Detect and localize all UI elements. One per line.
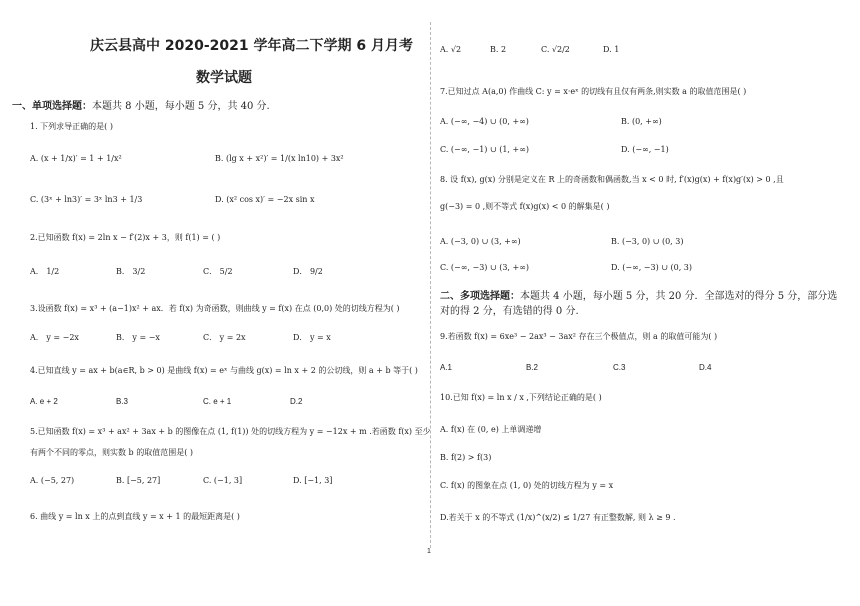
- q1-option-a: A. (x + 1/x)′ = 1 + 1/x²: [30, 154, 122, 163]
- q5-stem-line1: 5.已知函数 f(x) = x³ + ax² + 3ax + b 的图像在点 (1, f(1)) 处的切线方程为 y = −12x + m .若函数 f(x) 至少: [30, 427, 431, 436]
- section2-heading: 二、多项选择题：: [440, 291, 520, 302]
- q5-option-c: C. (−1, 3]: [203, 476, 243, 485]
- section1-heading: 一、单项选择题：: [12, 101, 92, 112]
- q10-stem: 10.已知 f(x) = ln x / x ,下列结论正确的是( ): [440, 393, 602, 402]
- q1-option-c: C. (3ˣ + ln3)′ = 3ˣ ln3 + 1/3: [30, 195, 143, 204]
- q7-stem: 7.已知过点 A(a,0) 作曲线 C: y = x·eˣ 的切线有且仅有两条,则实数 a 的取值范围是( ): [440, 87, 747, 96]
- q6-option-c: C. √2/2: [541, 45, 570, 54]
- q1-option-b: B. (lg x + x²)′ = 1/(x ln10) + 3x²: [215, 154, 344, 163]
- q3-stem: 3.设函数 f(x) = x³ + (a−1)x² + ax．若 f(x) 为奇函数，则曲线 y = f(x) 在点 (0,0) 处的切线方程为( ): [30, 304, 400, 313]
- q9-option-b: B.2: [526, 363, 539, 372]
- q9-option-a: A.1: [440, 363, 453, 372]
- exam-subtitle: 数学试题: [196, 70, 252, 86]
- q6-option-a: A. √2: [440, 45, 462, 54]
- q10-option-b: B. f(2) > f(3): [440, 453, 492, 462]
- q8-stem-line1: 8. 设 f(x), g(x) 分别是定义在 R 上的奇函数和偶函数,当 x < 0 时, f′(x)g(x) + f(x)g′(x) > 0 ,且: [440, 175, 784, 184]
- q10-option-c: C. f(x) 的图象在点 (1, 0) 处的切线方程为 y = x: [440, 481, 614, 490]
- q5-option-a: A. (−5, 27): [30, 476, 75, 485]
- q8-option-b: B. (−3, 0) ∪ (0, 3): [611, 237, 684, 246]
- q1-option-d: D. (x² cos x)′ = −2x sin x: [215, 195, 315, 204]
- q10-option-a: A. f(x) 在 (0, e) 上单调递增: [440, 425, 542, 434]
- q9-stem: 9.若函数 f(x) = 6xe³ − 2ax³ − 3ax² 存在三个极值点，则 a 的取值可能为( ): [440, 332, 718, 341]
- q3-option-d: D． y = x: [293, 333, 331, 342]
- exam-title: 庆云县高中 2020-2021 学年高二下学期 6 月月考: [90, 38, 413, 54]
- q4-option-d: D.2: [290, 397, 303, 406]
- q2-option-a: A． 1/2: [30, 267, 60, 276]
- q6-stem: 6. 曲线 y = ln x 上的点到直线 y = x + 1 的最短距离是( ): [30, 512, 240, 521]
- q8-option-a: A. (−3, 0) ∪ (3, +∞): [440, 237, 521, 246]
- q3-option-a: A． y = −2x: [30, 333, 79, 342]
- section1-desc: 本题共 8 小题，每小题 5 分，共 40 分.: [92, 101, 270, 112]
- section2-header: [440, 290, 837, 303]
- q7-option-d: D. (−∞, −1): [621, 145, 669, 154]
- section2-desc1: 本题共 4 小题，每小题 5 分，共 20 分．全部选对的得分 5 分，部分选: [520, 291, 838, 302]
- q5-option-b: B. [−5, 27]: [116, 476, 161, 485]
- q3-option-b: B． y = −x: [116, 333, 160, 342]
- q7-option-b: B. (0, +∞): [621, 117, 662, 126]
- q7-option-c: C. (−∞, −1) ∪ (1, +∞): [440, 145, 529, 154]
- section1-header: [12, 100, 270, 113]
- q9-option-d: D.4: [699, 363, 712, 372]
- q6-option-b: B. 2: [490, 45, 507, 54]
- q2-stem: 2.已知函数 f(x) = 2ln x − f′(2)x + 3，则 f(1) = ( ): [30, 233, 221, 242]
- q2-option-b: B． 3/2: [116, 267, 146, 276]
- q7-option-a: A. (−∞, −4) ∪ (0, +∞): [440, 117, 529, 126]
- q6-option-d: D. 1: [603, 45, 620, 54]
- q4-stem: 4.已知直线 y = ax + b(a∈R, b > 0) 是曲线 f(x) = eˣ 与曲线 g(x) = ln x + 2 的公切线，则 a + b 等于( ): [30, 366, 418, 375]
- q5-option-d: D. [−1, 3]: [293, 476, 333, 485]
- q10-option-d: D.若关于 x 的不等式 (1/x)^(x/2) ≤ 1/27 有正整数解, 则 λ ≥ 9 .: [440, 513, 676, 522]
- page-number: 1: [427, 548, 431, 555]
- q2-option-c: C． 5/2: [203, 267, 233, 276]
- q4-option-b: B.3: [116, 397, 129, 406]
- q3-option-c: C． y = 2x: [203, 333, 246, 342]
- q8-option-d: D. (−∞, −3) ∪ (0, 3): [611, 263, 692, 272]
- section2-desc2: 对的得 2 分，有选错的得 0 分.: [440, 306, 579, 317]
- q2-option-d: D． 9/2: [293, 267, 323, 276]
- column-divider: [430, 22, 431, 548]
- q4-option-a: A. e + 2: [30, 397, 58, 406]
- q4-option-c: C. e + 1: [203, 397, 232, 406]
- q5-stem-line2: 有两个不同的零点，则实数 b 的取值范围是( ): [30, 448, 193, 457]
- q1-stem: 1. 下列求导正确的是( ): [30, 122, 113, 131]
- q8-stem-line2: g(−3) = 0 ,则不等式 f(x)g(x) < 0 的解集是( ): [440, 202, 610, 211]
- q9-option-c: C.3: [613, 363, 626, 372]
- q8-option-c: C. (−∞, −3) ∪ (3, +∞): [440, 263, 529, 272]
